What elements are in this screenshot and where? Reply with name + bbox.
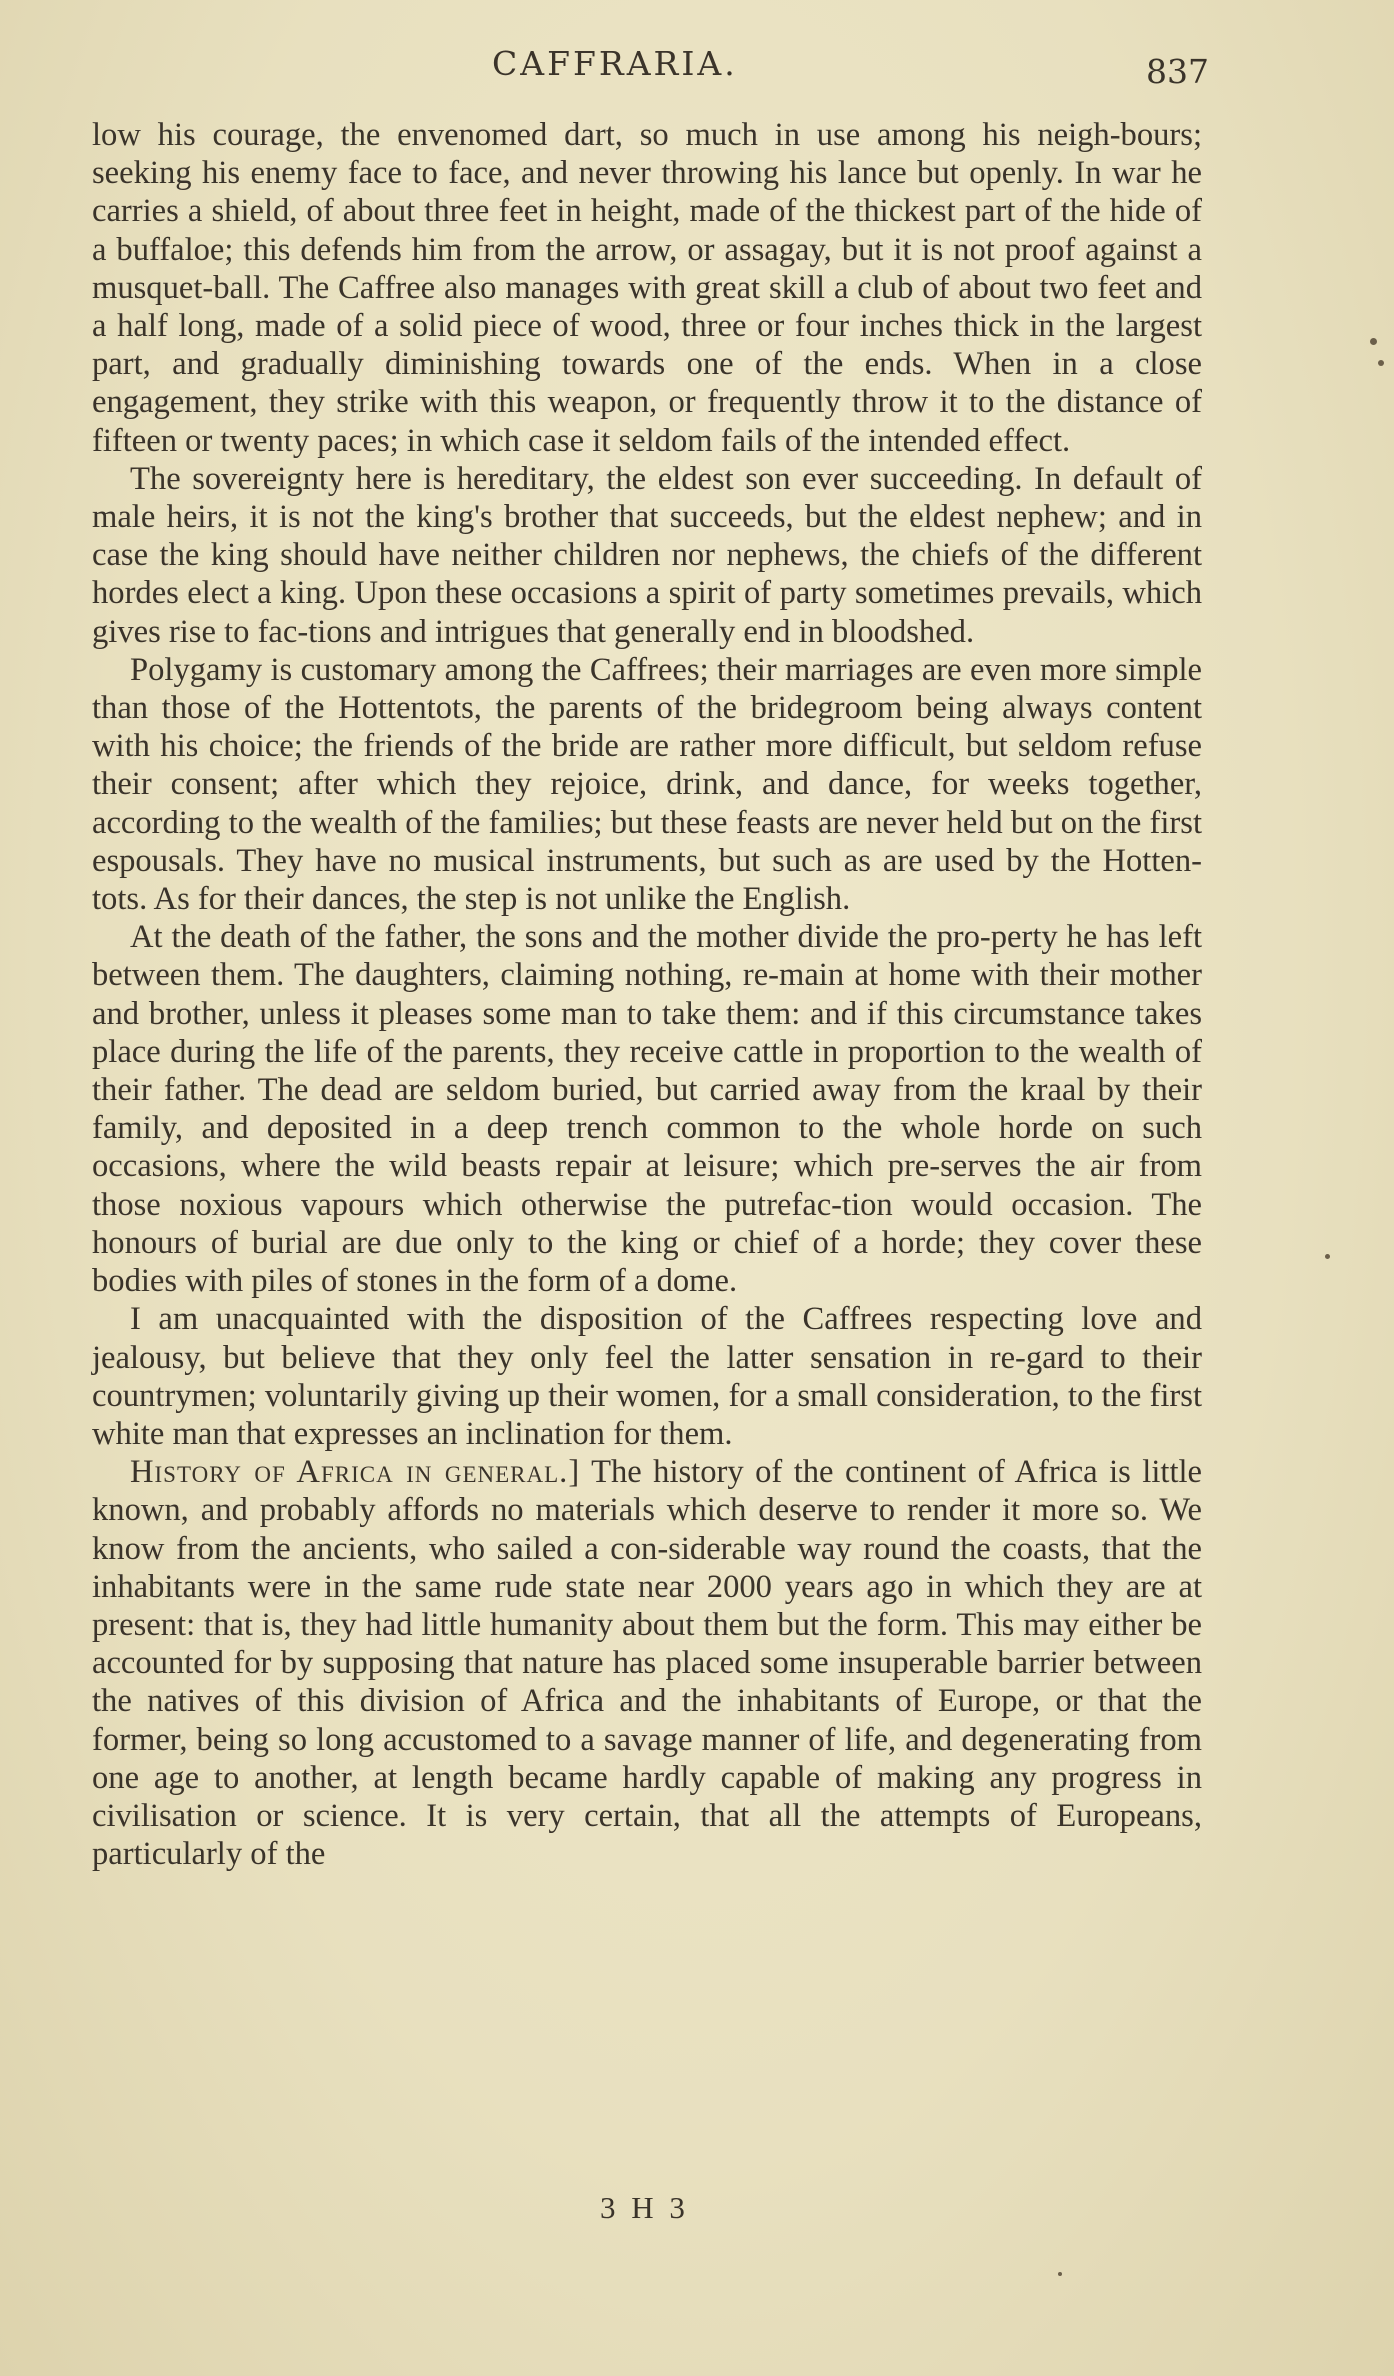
section-heading: History of Africa in general.] [130, 1454, 581, 1491]
paper-speck [1058, 2272, 1062, 2276]
paper-speck [1325, 1254, 1330, 1259]
paragraph-jealousy: I am unacquainted with the disposition of the Caffrees respecting love and jealousy, but believe that they only feel the latter sensation in re-gard to their countrymen; voluntarily giving up their women, for a small consideration, to the first white man that expresses an inclination for them. [92, 1301, 1202, 1452]
paper-speck [1370, 338, 1377, 345]
page-number: 837 [1146, 52, 1209, 91]
paragraph-sovereignty: The sovereignty here is hereditary, the eldest son ever succeeding. In default of male heirs, it is not the king's brother that succeeds, but the eldest nephew; and in case the king should have neither children nor nephews, the chiefs of the different hordes elect a king. Upon these occasions a spirit of party sometimes prevails, which gives rise to fac-tions and intrigues that generally end in bloodshed. [92, 460, 1202, 650]
page-header [0, 44, 1394, 94]
paragraph-death-of-father: At the death of the father, the sons and the mother divide the pro-perty he has left between them. The daughters, claiming nothing, re-main at home with their mother and brother, unless it pleases some man to take them: and if this circumstance takes place during the life of the parents, they receive cattle in proportion to the wealth of their father. The dead are seldom buried, but carried away from the kraal by their family, and deposited in a deep trench common to the whole horde on such occasions, where the wild beasts repair at leisure; which pre-serves the air from those noxious vapours which otherwise the putrefac-tion would occasion. The honours of burial are due only to the king or chief of a horde; they cover these bodies with piles of stones in the form of a dome. [92, 919, 1202, 1300]
body-text [92, 116, 1202, 1873]
running-title: CAFFRARIA. [492, 44, 738, 83]
signature-mark: 3 H 3 [600, 2190, 689, 2225]
paragraph-history-of-africa [92, 1453, 1202, 1873]
paragraph-weapons: low his courage, the envenomed dart, so much in use among his neigh-bours; seeking his enemy face to face, and never throwing his lance but openly. In war he carries a shield, of about three feet in height, made of the thickest part of the hide of a buffaloe; this defends him from the arrow, or assagay, but it is not proof against a musquet-ball. The Caffree also manages with great skill a club of about two feet and a half long, made of a solid piece of wood, three or four inches thick in the largest part, and gradually diminishing towards one of the ends. When in a close engagement, they strike with this weapon, or frequently throw it to the distance of fifteen or twenty paces; in which case it seldom fails of the intended effect. [92, 117, 1202, 459]
paper-speck [1378, 360, 1384, 366]
paragraph-polygamy: Polygamy is customary among the Caffrees; their marriages are even more simple than those of the Hottentots, the parents of the bridegroom being always content with his choice; the friends of the bride are rather more difficult, but seldom refuse their consent; after which they rejoice, drink, and dance, for weeks together, according to the wealth of the families; but these feasts are never held but on the first espousals. They have no musical instruments, but such as are used by the Hotten-tots. As for their dances, the step is not unlike the English. [92, 651, 1202, 918]
section-text: The history of the continent of Africa is little known, and probably affords no materials which deserve to render it more so. We know from the ancients, who sailed a con-siderable way round the coasts, that the inhabitants were in the same rude state near 2000 years ago in which they are at present: that is, they had little humanity about them but the form. This may either be accounted for by supposing that nature has placed some insuperable barrier between the natives of this division of Africa and the inhabitants of Europe, or that the former, being so long accustomed to a savage manner of life, and degenerating from one age to another, at length became hardly capable of making any progress in civilisation or science. It is very certain, that all the attempts of Europeans, particularly of the [92, 1454, 1203, 1873]
